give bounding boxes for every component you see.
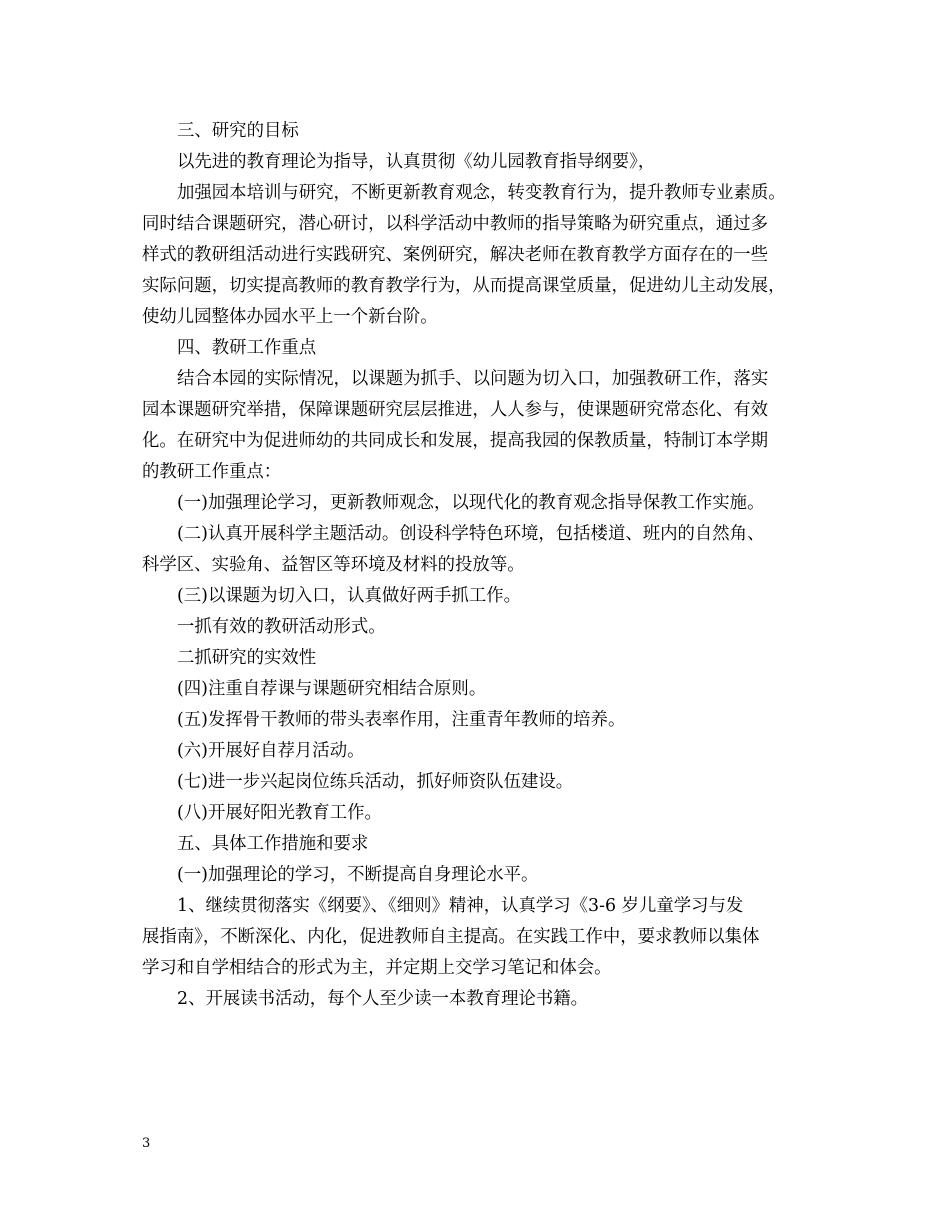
list-item: (四)注重自荐课与课题研究相结合原则。 (177, 679, 487, 699)
list-item: (二)认真开展科学主题活动。创设科学特色环境，包括楼道、班内的自然角、 (177, 524, 765, 544)
list-item: (六)开展好自荐月活动。 (177, 741, 365, 761)
paragraph-line: 同时结合课题研究，潜心研讨，以科学活动中教师的指导策略为研究重点，通过多 (142, 214, 769, 234)
document-body (142, 116, 822, 1015)
list-item: (八)开展好阳光教育工作。 (177, 803, 382, 823)
paragraph-line: 加强园本培训与研究，不断更新教育观念，转变教育行为，提升教师专业素质。 (177, 183, 786, 203)
heading-research-focus: 四、教研工作重点 (177, 338, 317, 358)
heading-research-goals: 三、研究的目标 (177, 121, 299, 141)
paragraph-line: 学习和自学相结合的形式为主，并定期上交学习笔记和体会。 (142, 958, 612, 978)
paragraph-line: 实际问题，切实提高教师的教育教学行为，从而提高课堂质量，促进幼儿主动发展， (142, 276, 786, 296)
paragraph-line: 样式的教研组活动进行实践研究、案例研究，解决老师在教育教学方面存在的一些 (142, 245, 769, 265)
paragraph-line: 使幼儿园整体办园水平上一个新台阶。 (142, 307, 438, 327)
paragraph-line: 的教研工作重点： (142, 462, 282, 482)
paragraph-line: 展指南》，不断深化、内化，促进教师自主提高。在实践工作中，要求教师以集体 (142, 927, 760, 947)
list-item: (一)加强理论的学习，不断提高自身理论水平。 (177, 865, 539, 885)
list-item: 一抓有效的教研活动形式。 (177, 617, 386, 637)
list-item: (五)发挥骨干教师的带头表率作用，注重青年教师的培养。 (177, 710, 626, 730)
list-item: (三)以课题为切入口，认真做好两手抓工作。 (177, 586, 521, 606)
list-item: (七)进一步兴起岗位练兵活动，抓好师资队伍建设。 (177, 772, 574, 792)
page-number: 3 (142, 1136, 151, 1151)
paragraph-line: 化。在研究中为促进师幼的共同成长和发展，提高我园的保教质量，特制订本学期 (142, 431, 769, 451)
paragraph-line: 以先进的教育理论为指导，认真贯彻《幼儿园教育指导纲要》， (177, 152, 656, 172)
paragraph-line: 结合本园的实际情况，以课题为抓手、以问题为切入口，加强教研工作，落实 (177, 369, 769, 389)
list-item: 二抓研究的实效性 (177, 648, 317, 668)
paragraph-line: 2、开展读书活动，每个人至少读一本教育理论书籍。 (177, 989, 589, 1009)
heading-measures: 五、具体工作措施和要求 (177, 834, 369, 854)
list-item: (一)加强理论学习，更新教师观念，以现代化的教育观念指导保教工作实施。 (177, 493, 765, 513)
paragraph-line: 1、继续贯彻落实《纲要》、《细则》精神，认真学习《3-6 岁儿童学习与发 (177, 896, 744, 916)
list-item-continuation: 科学区、实验角、益智区等环境及材料的投放等。 (142, 555, 525, 575)
paragraph-line: 园本课题研究举措，保障课题研究层层推进，人人参与，使课题研究常态化、有效 (142, 400, 769, 420)
